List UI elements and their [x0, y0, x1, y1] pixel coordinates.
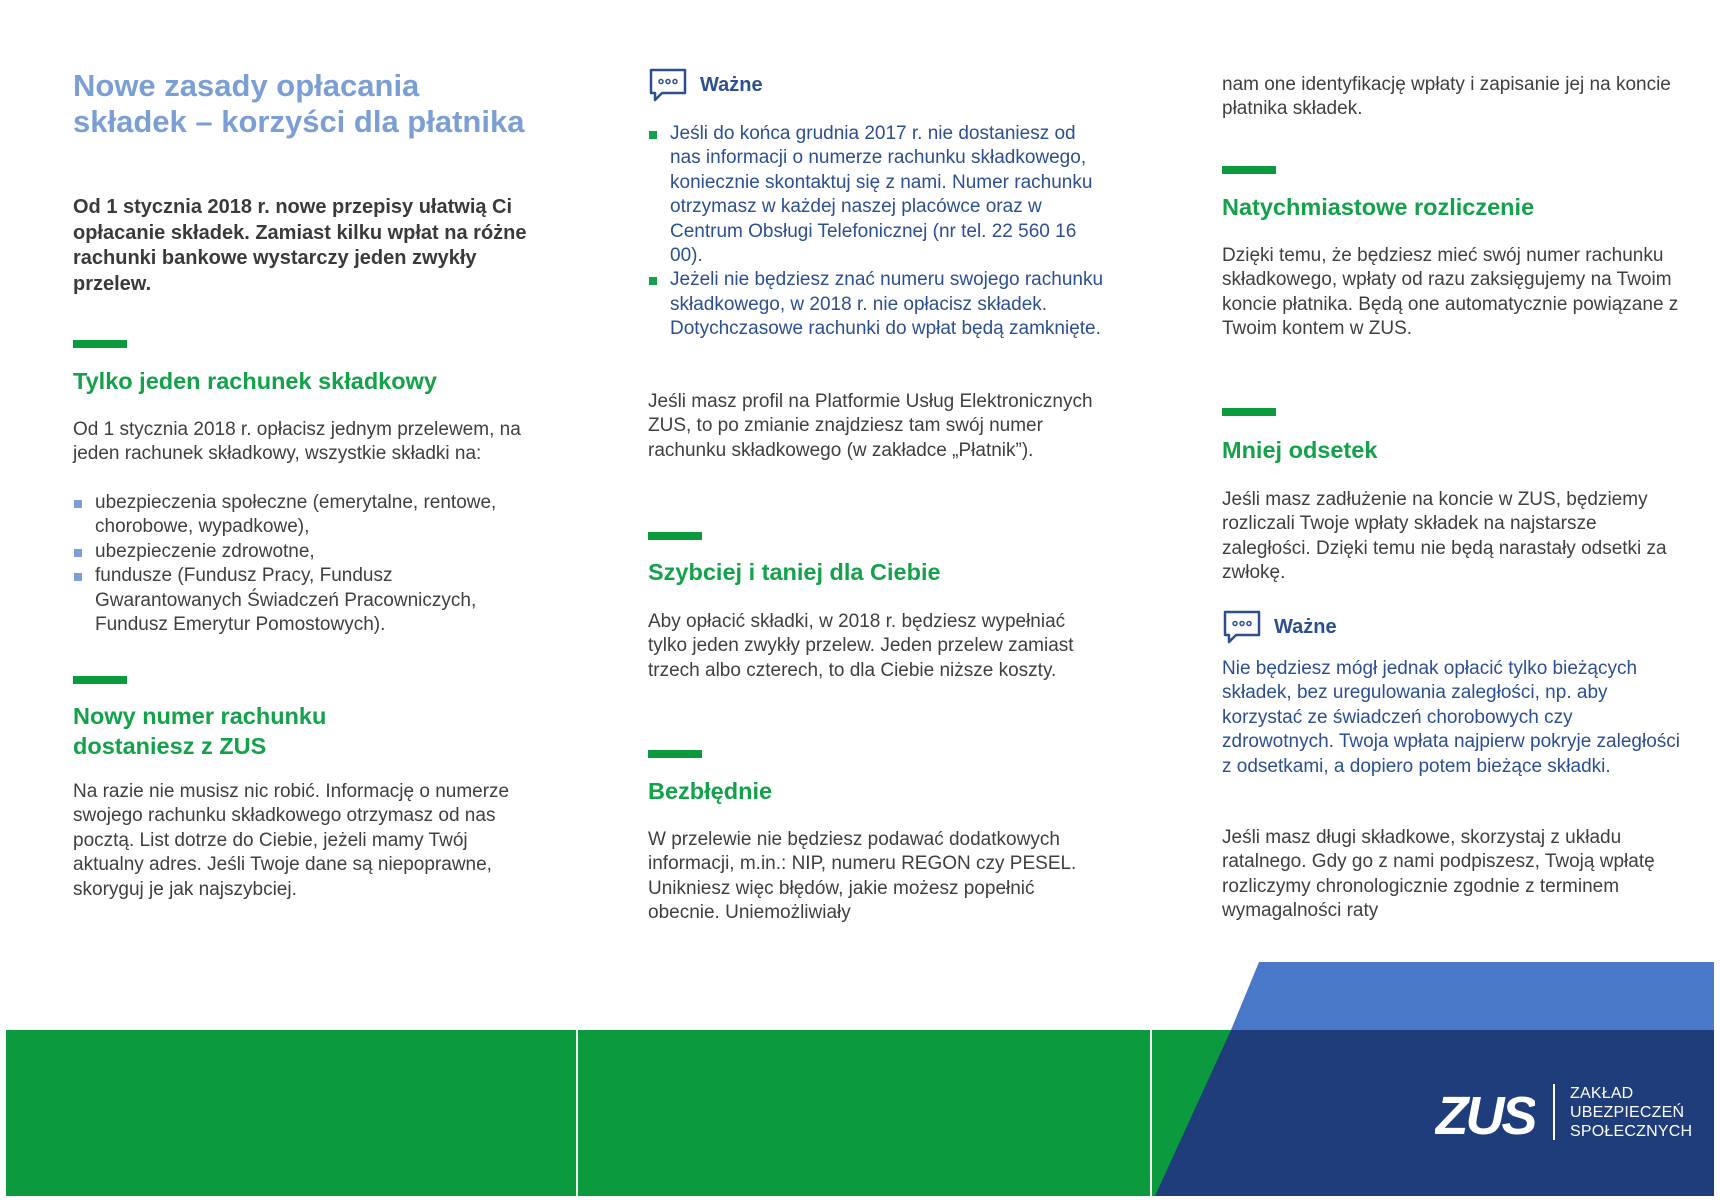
org-name-line: ZAKŁAD	[1570, 1085, 1634, 1102]
list-item: Jeżeli nie będziesz znać numeru swojego rachunku składkowego, w 2018 r. nie opłacisz składek. Dotychczasowe rachunki do wpłat będą zamknięte.	[648, 268, 1108, 341]
heading-line: Nowy numer rachunku	[73, 703, 327, 729]
page-title: Nowe zasady opłacania składek – korzyści dla płatnika	[73, 68, 525, 139]
new-account-text: Na razie nie musisz nic robić. Informację o numerze swojego rachunku składkowego otrzymasz od nas pocztą. List dotrze do Ciebie, jeżeli mamy Twój aktualny adres. Jeśli Twoje dane są niepoprawne, skoryguj je jak najszybciej.	[73, 781, 510, 900]
one-account-text: Od 1 stycznia 2018 r. opłacisz jednym przelewem, na jeden rachunek składkowy, wszystkie składki na:	[73, 419, 521, 465]
important-label: Ważne	[700, 73, 763, 96]
immediate-settlement-text: Dzięki temu, że będziesz mieć swój numer rachunku składkowego, wpłaty od razu zaksięgujemy na Twoim koncie płatnika. Będą one automatycznie powiązane z Twoim kontem w ZUS.	[1222, 245, 1679, 340]
light-blue-wedge	[1231, 962, 1714, 1030]
lead-paragraph: Od 1 stycznia 2018 r. nowe przepisy ułatwią Ci opłacanie składek. Zamiast kilku wpłat na różne rachunki bankowe wystarczy jeden zwykły przelew.	[73, 196, 527, 295]
important-note-text: Nie będziesz mógł jednak opłacić tylko bieżących składek, bez uregulowania zaległości, np. aby korzystać ze świadczeń chorobowych czy zdrowotnych. Twoja wpłata najpierw pokryje zaległości z odsetkami, a dopiero potem bieżące składki.	[1222, 658, 1680, 777]
heading-line: dostaniesz z ZUS	[73, 733, 267, 759]
org-name-line: SPOŁECZNYCH	[1570, 1123, 1693, 1140]
less-interest-text: Jeśli masz zadłużenie na koncie w ZUS, będziemy rozliczali Twoje wpłaty składek na najstarsze zaległości. Dzięki temu nie będą narastały odsetki za zwłokę.	[1222, 489, 1667, 584]
continued-text: nam one identyfikację wpłaty i zapisanie jej na koncie płatnika składek.	[1222, 74, 1671, 120]
section-heading-immediate-settlement: Natychmiastowe rozliczenie	[1222, 194, 1535, 220]
section-heading-flawless: Bezbłędnie	[648, 778, 773, 804]
section-heading-less-interest: Mniej odsetek	[1222, 437, 1378, 463]
org-name-line: UBEZPIECZEŃ	[1570, 1104, 1685, 1121]
list-item: ubezpieczenia społeczne (emerytalne, rentowe, chorobowe, wypadkowe),	[73, 491, 533, 540]
profile-text: Jeśli masz profil na Platformie Usług Elektronicznych ZUS, to po zmianie znajdziesz tam swój numer rachunku składkowego (w zakładce „Płatnik”).	[648, 391, 1093, 461]
faster-cheaper-text: Aby opłacić składki, w 2018 r. będziesz wypełniać tylko jeden zwykły przelew. Jeden przelew zamiast trzech albo czterech, to dla Ciebie niższe koszty.	[648, 611, 1074, 681]
flawless-text: W przelewie nie będziesz podawać dodatkowych informacji, m.in.: NIP, numeru REGON czy PESEL. Unikniesz więc błędów, jakie możesz popełnić obecnie. Uniemożliwiały	[648, 829, 1077, 924]
zus-logo-text: ZUS	[1435, 1086, 1535, 1144]
list-item: ubezpieczenie zdrowotne,	[73, 540, 533, 564]
logo-separator	[1553, 1084, 1555, 1140]
important-label: Ważne	[1274, 615, 1337, 638]
zus-logo	[1435, 1082, 1535, 1144]
installment-text: Jeśli masz długi składkowe, skorzystaj z układu ratalnego. Gdy go z nami podpiszesz, Twoją wpłatę rozliczymy chronologicznie zgodnie z terminem wymagalności raty	[1222, 827, 1655, 922]
organization-name	[1570, 1084, 1692, 1141]
section-heading-faster-cheaper: Szybciej i taniej dla Ciebie	[648, 559, 941, 585]
list-item: Jeśli do końca grudnia 2017 r. nie dostaniesz od nas informacji o numerze rachunku składkowego, koniecznie skontaktuj się z nami. Numer rachunku otrzymasz w każdej naszej placówce oraz w Centrum Obsługi Telefonicznej (nr tel. 22 560 16 00).	[648, 122, 1108, 268]
list-item: fundusze (Fundusz Pracy, Fundusz Gwarantowanych Świadczeń Pracowniczych, Fundusz Emerytur Pomostowych).	[73, 564, 533, 637]
section-heading-one-account: Tylko jeden rachunek składkowy	[73, 368, 437, 394]
